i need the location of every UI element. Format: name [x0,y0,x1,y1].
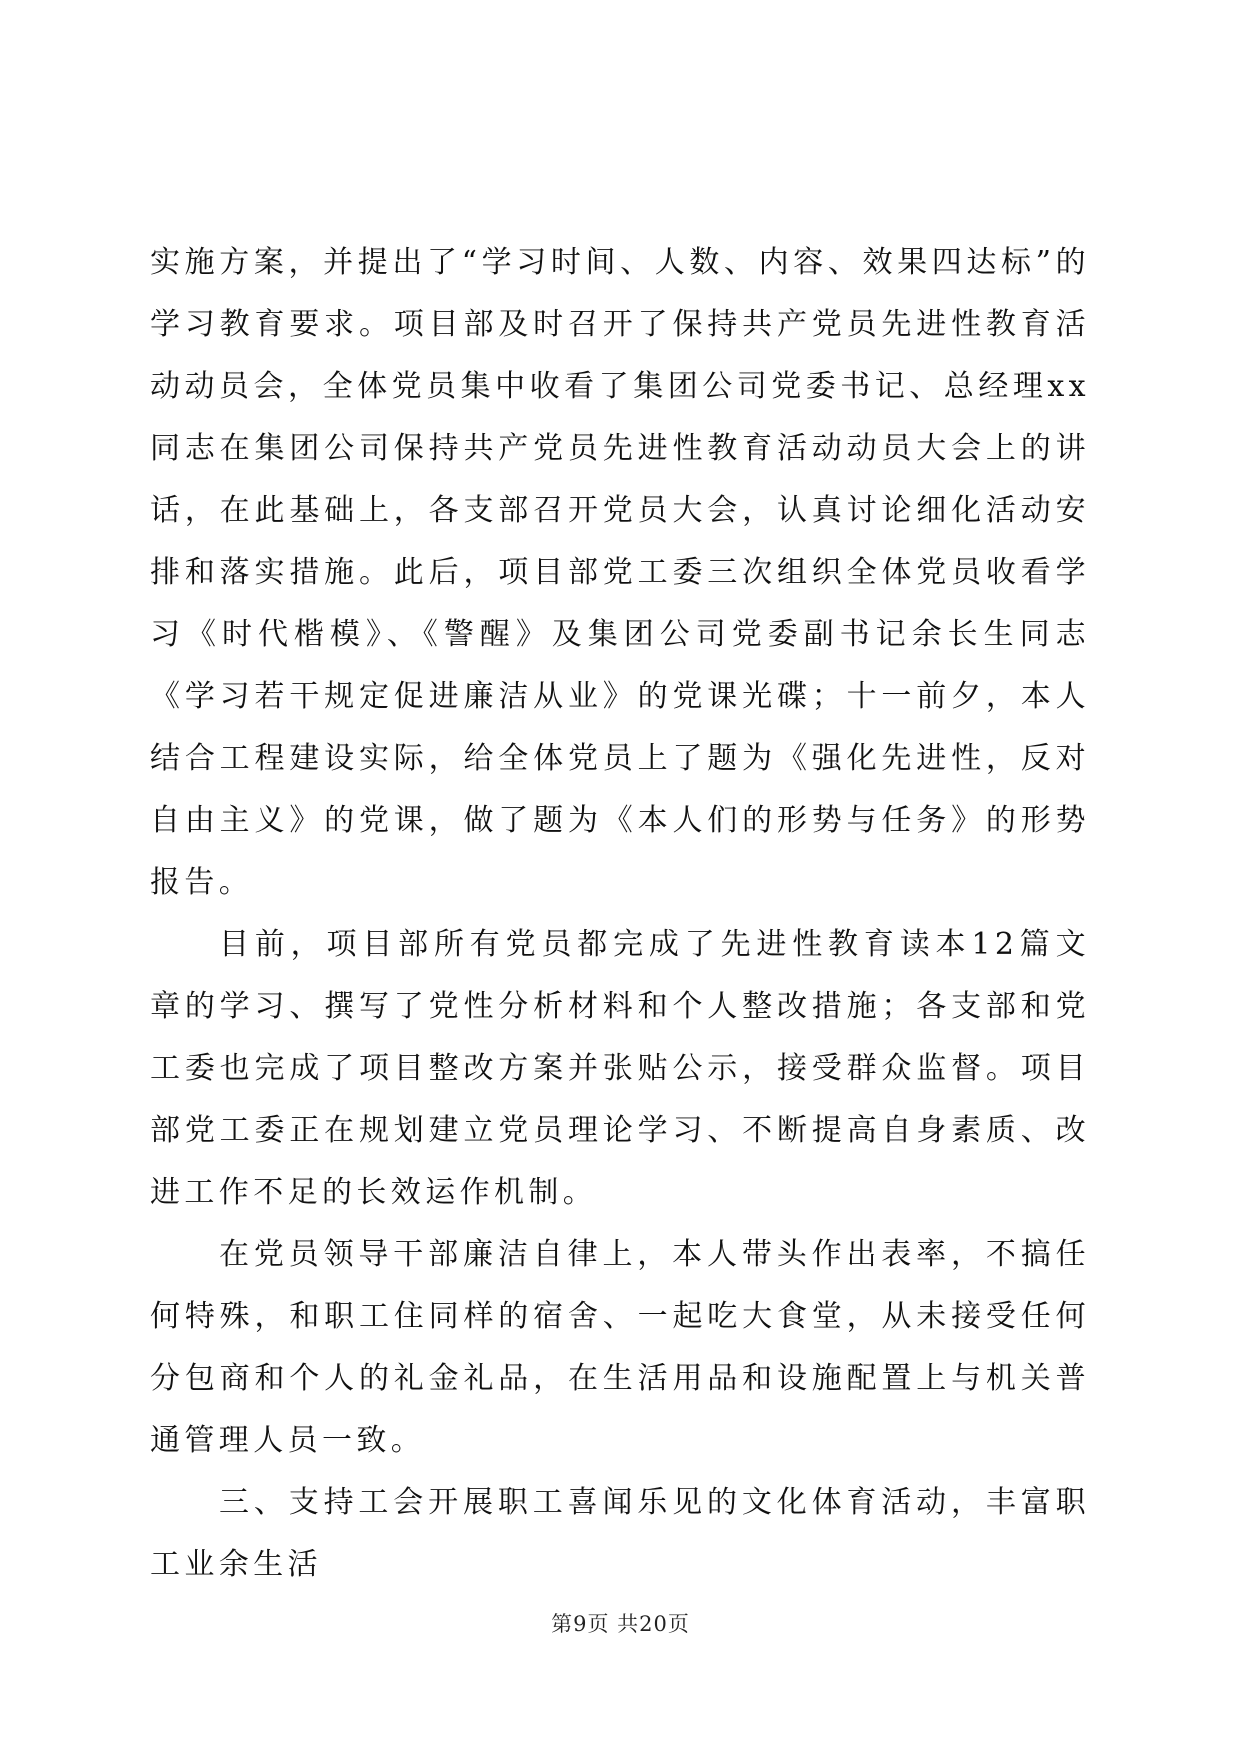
paragraph-integrity: 在党员领导干部廉洁自律上，本人带头作出表率，不搞任何特殊，和职工住同样的宿舍、一起吃大食堂，从未接受任何分包商和个人的礼金礼品，在生活用品和设施配置上与机关普通管理人员一致。 [150,1237,1090,1458]
paragraph-continuation: 实施方案，并提出了“学习时间、人数、内容、效果四达标”的学习教育要求。项目部及时召开了保持共产党员先进性教育活动动员会，全体党员集中收看了集团公司党委书记、总经理xx同志在集团公司保持共产党员先进性教育活动动员大会上的讲话，在此基础上，各支部召开党员大会，认真讨论细化活动安排和落实措施。此后，项目部党工委三次组织全体党员收看学习《时代楷模》、《警醒》及集团公司党委副书记余长生同志《学习若干规定促进廉洁从业》的党课光碟；十一前夕，本人结合工程建设实际，给全体党员上了题为《强化先进性，反对自由主义》的党课，做了题为《本人们的形势与任务》的形势报告。 [150,245,1090,900]
document-body [150,232,1090,1596]
section-heading-three: 三、支持工会开展职工喜闻乐见的文化体育活动，丰富职工业余生活 [150,1485,1090,1582]
page-number-footer: 第9页 共20页 [551,1612,690,1636]
paragraph-progress: 目前，项目部所有党员都完成了先进性教育读本12篇文章的学习、撰写了党性分析材料和个人整改措施；各支部和党工委也完成了项目整改方案并张贴公示，接受群众监督。项目部党工委正在规划建立党员理论学习、不断提高自身素质、改进工作不足的长效运作机制。 [150,927,1090,1210]
